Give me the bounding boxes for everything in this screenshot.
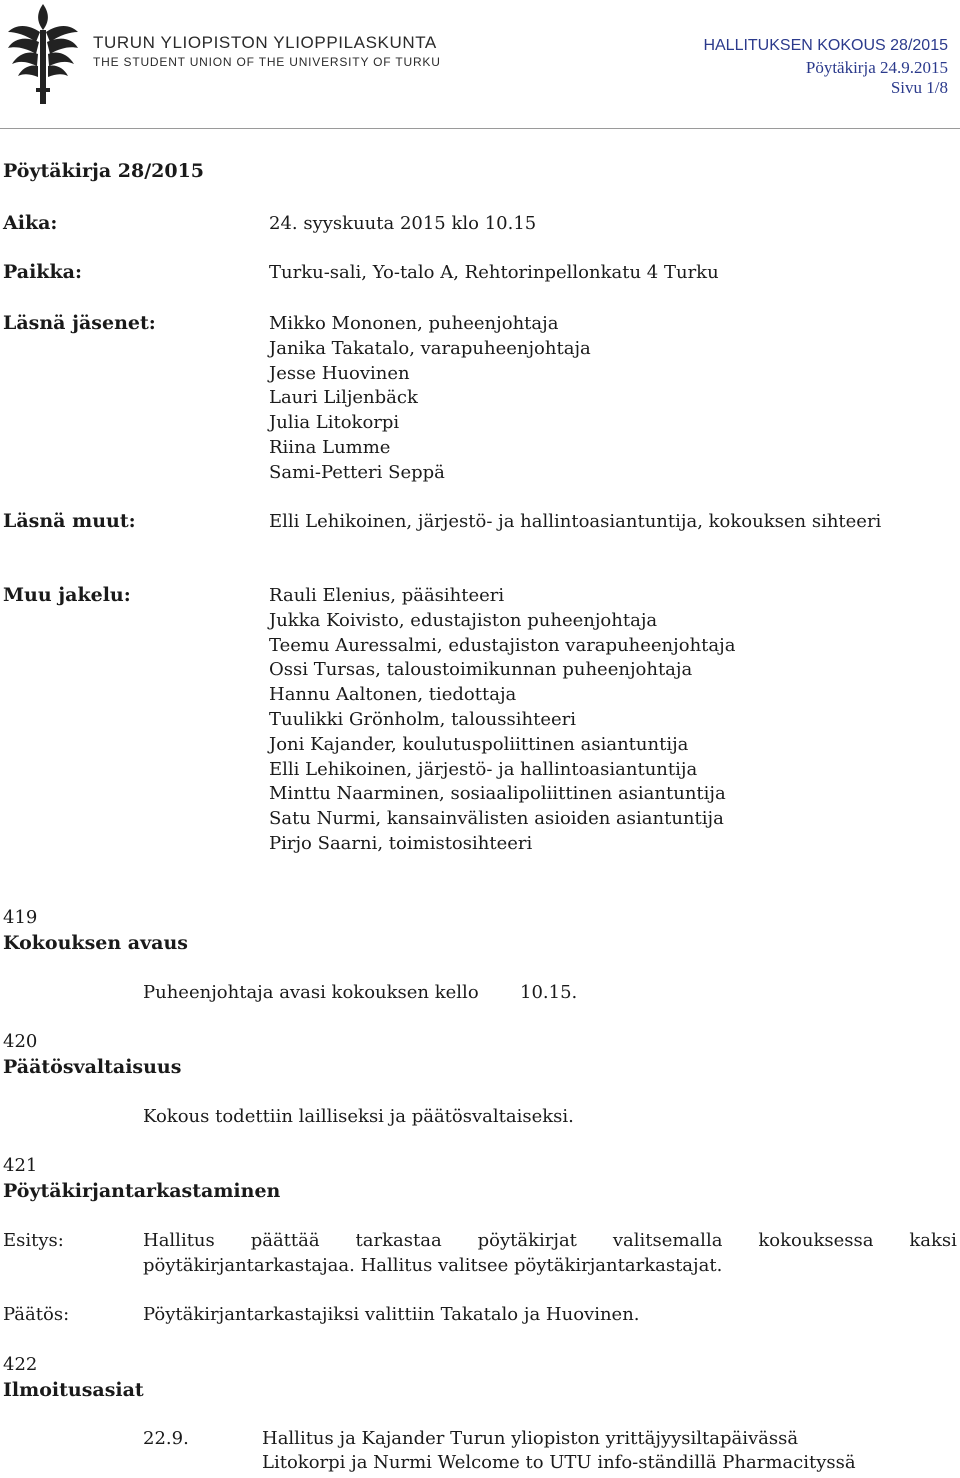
members-label: Läsnä jäsenet:	[3, 312, 156, 334]
list-item: Jesse Huovinen	[269, 362, 410, 384]
others-label: Läsnä muut:	[3, 510, 136, 532]
distribution-list	[269, 584, 735, 857]
list-item: Elli Lehikoinen, järjestö- ja hallintoasiantuntija	[269, 758, 698, 780]
proposal-word: tarkastaa	[355, 1230, 442, 1251]
page-title: Pöytäkirja 28/2015	[3, 160, 205, 182]
opening-time: 10.15.	[520, 982, 578, 1003]
distribution-label: Muu jakelu:	[3, 584, 131, 606]
student-union-logo	[6, 2, 80, 106]
decision-text: Pöytäkirjantarkastajiksi valittiin Takatalo ja Huovinen.	[143, 1304, 640, 1325]
quorum-text: Kokous todettiin lailliseksi ja päätösvaltaiseksi.	[143, 1106, 574, 1127]
list-item: Lauri Liljenbäck	[269, 387, 418, 409]
proposal-word: kaksi	[909, 1230, 957, 1251]
list-item: Hannu Aaltonen, tiedottaja	[269, 684, 517, 706]
minutes-date: Pöytäkirja 24.9.2015	[805, 58, 948, 77]
org-name: TURUN YLIOPISTON YLIOPPILASKUNTA	[93, 33, 437, 52]
section-number-422: 422	[3, 1354, 38, 1375]
list-item: Ossi Tursas, taloustoimikunnan puheenjohtaja	[269, 659, 693, 681]
proposal-text	[143, 1229, 957, 1278]
list-item: Minttu Naarminen, sosiaalipoliittinen asiantuntija	[269, 783, 726, 805]
list-item: Sami-Petteri Seppä	[269, 461, 445, 483]
proposal-word: Hallitus	[143, 1230, 215, 1251]
list-item: Janika Takatalo, varapuheenjohtaja	[269, 337, 591, 359]
section-title-419: Kokouksen avaus	[3, 932, 188, 954]
section-number-420: 420	[3, 1031, 38, 1052]
list-item: Tuulikki Grönholm, taloussihteeri	[269, 708, 576, 730]
org-name-english: THE STUDENT UNION OF THE UNIVERSITY OF TURKU	[93, 55, 441, 69]
list-item: Joni Kajander, koulutuspoliittinen asiantuntija	[269, 733, 689, 755]
announcement-date: 22.9.	[143, 1428, 189, 1449]
page-number: Sivu 1/8	[890, 78, 948, 97]
time-value: 24. syyskuuta 2015 klo 10.15	[269, 213, 537, 234]
proposal-word: päättää	[250, 1230, 320, 1251]
section-number-421: 421	[3, 1155, 38, 1176]
section-title-422: Ilmoitusasiat	[3, 1379, 144, 1401]
proposal-word: valitsemalla	[612, 1230, 723, 1251]
place-label: Paikka:	[3, 261, 82, 283]
list-item: Pirjo Saarni, toimistosihteeri	[269, 832, 533, 854]
time-label: Aika:	[3, 212, 58, 234]
list-item: Teemu Auressalmi, edustajiston varapuheenjohtaja	[269, 634, 736, 656]
header-divider	[0, 128, 960, 129]
list-item: Julia Litokorpi	[269, 412, 400, 434]
list-item: Satu Nurmi, kansainvälisten asioiden asiantuntija	[269, 808, 724, 830]
section-title-420: Päätösvaltaisuus	[3, 1056, 182, 1078]
list-item: Mikko Mononen, puheenjohtaja	[269, 313, 559, 334]
others-value: Elli Lehikoinen, järjestö- ja hallintoasiantuntija, kokouksen sihteeri	[269, 511, 882, 532]
decision-label: Päätös:	[3, 1304, 70, 1325]
announcement-line-1: Hallitus ja Kajander Turun yliopiston yrittäjyysiltapäivässä	[262, 1428, 799, 1449]
announcement-line-2: Litokorpi ja Nurmi Welcome to UTU info-ständillä Pharmacityssä	[262, 1452, 856, 1473]
members-list	[269, 312, 591, 486]
proposal-line-2: pöytäkirjantarkastajaa. Hallitus valitsee pöytäkirjantarkastajat.	[143, 1254, 723, 1276]
section-number-419: 419	[3, 907, 38, 928]
proposal-label: Esitys:	[3, 1230, 64, 1251]
list-item: Jukka Koivisto, edustajiston puheenjohtaja	[269, 609, 658, 631]
section-title-421: Pöytäkirjantarkastaminen	[3, 1180, 281, 1202]
list-item: Riina Lumme	[269, 436, 391, 458]
meeting-title: HALLITUKSEN KOKOUS 28/2015	[703, 37, 948, 54]
proposal-word: kokouksessa	[758, 1230, 874, 1251]
place-value: Turku-sali, Yo-talo A, Rehtorinpellonkatu 4 Turku	[269, 262, 719, 283]
proposal-line-1	[143, 1229, 957, 1254]
list-item: Rauli Elenius, pääsihteeri	[269, 585, 505, 606]
proposal-word: pöytäkirjat	[477, 1230, 577, 1251]
opening-text: Puheenjohtaja avasi kokouksen kello	[143, 982, 479, 1003]
